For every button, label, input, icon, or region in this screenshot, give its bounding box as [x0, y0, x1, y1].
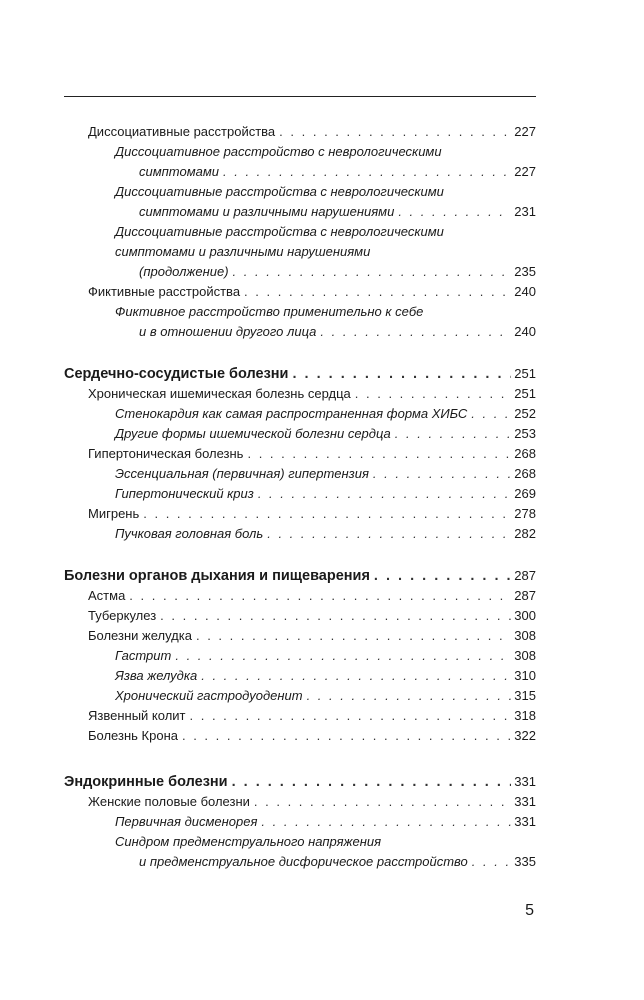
dot-leader	[247, 445, 511, 462]
dot-leader	[395, 425, 512, 442]
dot-leader	[175, 647, 511, 664]
toc-entry-title: Гастрит	[115, 648, 172, 663]
toc-page-number: 308	[514, 628, 536, 643]
toc-entry-title: Женские половые болезни	[88, 794, 250, 809]
toc-subsection	[115, 647, 536, 667]
toc-chapter	[64, 773, 536, 793]
toc-subsection	[115, 485, 536, 505]
toc-entry-title: Эндокринные болезни	[64, 774, 228, 790]
toc-entry-title: Первичная дисменорея	[115, 814, 258, 829]
toc-entry-line: Диссоциативные расстройства с неврологическими	[115, 184, 444, 199]
toc-page-number: 227	[514, 164, 536, 179]
dot-leader	[244, 283, 511, 300]
dot-leader	[201, 667, 511, 684]
toc-page-number: 235	[514, 264, 536, 279]
dot-leader	[232, 774, 512, 791]
toc-entry-title: Язва желудка	[115, 668, 198, 683]
toc-page-number: 251	[514, 366, 536, 381]
toc-subsection	[115, 143, 536, 183]
toc-section	[88, 627, 536, 647]
dot-leader	[160, 607, 511, 624]
toc-subsection	[115, 223, 536, 283]
toc-entry-title: Хронический гастродуоденит	[115, 688, 303, 703]
toc-page-number: 269	[514, 486, 536, 501]
toc-entry-title: Болезни органов дыхания и пищеварения	[64, 568, 370, 584]
dot-leader	[196, 627, 511, 644]
toc-section	[88, 727, 536, 747]
dot-leader	[307, 687, 512, 704]
toc-entry-title: Стенокардия как самая распространенная форма ХИБС	[115, 406, 468, 421]
toc-entry-title: симптомами	[139, 164, 219, 179]
toc-entry-title: Эссенциальная (первичная) гипертензия	[115, 466, 369, 481]
toc-entry-title: Болезнь Крона	[88, 728, 178, 743]
toc-entry-title: Пучковая головная боль	[115, 526, 264, 541]
toc-page-number: 252	[514, 406, 536, 421]
toc-entry-title: Фиктивные расстройства	[88, 284, 241, 299]
toc-page-number: 251	[514, 386, 536, 401]
toc-section	[88, 707, 536, 727]
toc-page-number: 310	[514, 668, 536, 683]
toc-subsection	[115, 405, 536, 425]
toc-page-number: 240	[514, 324, 536, 339]
toc-subsection	[115, 303, 536, 343]
toc-section	[88, 283, 536, 303]
toc-page-number: 315	[514, 688, 536, 703]
toc-entry-title: Астма	[88, 588, 126, 603]
toc-page-number: 231	[514, 204, 536, 219]
toc-entry-line: симптомами и различными нарушениями	[115, 244, 371, 259]
toc-page-number: 331	[514, 794, 536, 809]
toc-entry-title: и в отношении другого лица	[139, 324, 317, 339]
toc-page-number: 335	[514, 854, 536, 869]
dot-leader	[374, 568, 511, 585]
toc-subsection	[115, 833, 536, 873]
toc-page-number: 268	[514, 466, 536, 481]
toc-section	[88, 587, 536, 607]
toc-entry-title: Болезни желудка	[88, 628, 192, 643]
dot-leader	[261, 813, 511, 830]
toc-entry-line: Синдром предменструального напряжения	[115, 834, 382, 849]
dot-leader	[143, 505, 511, 522]
dot-leader	[190, 707, 512, 724]
toc-subsection	[115, 525, 536, 545]
dot-leader	[182, 727, 511, 744]
dot-leader	[398, 203, 511, 220]
toc-chapter	[64, 567, 536, 587]
toc-page-number: 300	[514, 608, 536, 623]
toc-entry-title: Хроническая ишемическая болезнь сердца	[88, 386, 351, 401]
toc-subsection	[115, 465, 536, 485]
toc-entry-line: Диссоциативное расстройство с неврологическими	[115, 144, 442, 159]
toc-page-number: 268	[514, 446, 536, 461]
toc-section	[88, 793, 536, 813]
toc-entry-title: Гипертоническая болезнь	[88, 446, 244, 461]
dot-leader	[373, 465, 511, 482]
toc-page-number: 308	[514, 648, 536, 663]
toc-entry-title: Сердечно-сосудистые болезни	[64, 366, 289, 382]
toc-section	[88, 385, 536, 405]
toc-page-number: 253	[514, 426, 536, 441]
toc-entry-title: Гипертонический криз	[115, 486, 254, 501]
header-rule	[64, 96, 536, 97]
toc-entry-line: Фиктивное расстройство применительно к себе	[115, 304, 424, 319]
toc-section	[88, 607, 536, 627]
toc-section	[88, 123, 536, 143]
toc-page-number: 240	[514, 284, 536, 299]
toc-subsection	[115, 667, 536, 687]
toc-entry-title: (продолжение)	[139, 264, 229, 279]
toc-page-number: 322	[514, 728, 536, 743]
dot-leader	[254, 793, 511, 810]
toc-entry-title: Мигрень	[88, 506, 140, 521]
toc-subsection	[115, 425, 536, 445]
page-number: 5	[525, 902, 534, 919]
dot-leader	[258, 485, 511, 502]
toc-page-number: 331	[514, 814, 536, 829]
toc-page-number: 278	[514, 506, 536, 521]
toc-subsection	[115, 813, 536, 833]
toc-entry-title: Другие формы ишемической болезни сердца	[115, 426, 391, 441]
toc-subsection	[115, 687, 536, 707]
toc-page-number: 287	[514, 588, 536, 603]
toc-entry-title: симптомами и различными нарушениями	[139, 204, 395, 219]
dot-leader	[320, 323, 511, 340]
toc-page-number: 227	[514, 124, 536, 139]
toc-entry-title: и предменструальное дисфорическое расстройство	[139, 854, 468, 869]
toc-page-number: 318	[514, 708, 536, 723]
toc-entry-line: Диссоциативные расстройства с неврологическими	[115, 224, 444, 239]
dot-leader	[472, 853, 512, 870]
dot-leader	[129, 587, 511, 604]
toc-entry-title: Язвенный колит	[88, 708, 186, 723]
toc-entry-title: Туберкулез	[88, 608, 157, 623]
dot-leader	[267, 525, 511, 542]
dot-leader	[292, 366, 511, 383]
toc-section	[88, 505, 536, 525]
dot-leader	[471, 405, 511, 422]
toc-page-number: 287	[514, 568, 536, 583]
toc-entry-title: Диссоциативные расстройства	[88, 124, 276, 139]
dot-leader	[355, 385, 512, 402]
toc-chapter	[64, 365, 536, 385]
toc-subsection	[115, 183, 536, 223]
toc-page-number: 331	[514, 774, 536, 789]
toc-section	[88, 445, 536, 465]
toc-page-number: 282	[514, 526, 536, 541]
dot-leader	[233, 263, 512, 280]
dot-leader	[223, 163, 511, 180]
dot-leader	[279, 123, 511, 140]
